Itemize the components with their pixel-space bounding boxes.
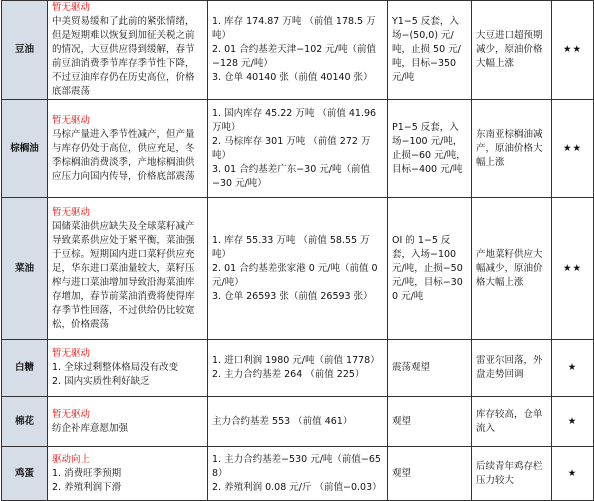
- data-line: 主力合约基差 553 （前值 461）: [212, 415, 353, 427]
- rating-stars: ★: [552, 447, 594, 501]
- data-cell: [208, 397, 388, 447]
- data-line: 3. 仓单 26593 张（前值 26593 张）: [212, 290, 373, 302]
- rating-stars: ★: [552, 340, 594, 397]
- risk-cell: 库存较高，仓单流入: [472, 397, 552, 447]
- table-row: [2, 397, 594, 447]
- risk-cell: 产地菜籽供应大幅减少，原油价格大幅上涨: [472, 198, 552, 340]
- driver-cell: [48, 447, 208, 501]
- table-row: [2, 100, 594, 198]
- strategy-cell: OI 的 1−5 反套，入场−100 元/吨，止损−50 元/吨，目标−300 元/吨: [388, 198, 472, 340]
- data-line: 3. 仓单 40140 张（前值 40140 张）: [212, 72, 373, 83]
- risk-cell: 后续青年鸡存栏压力较大: [472, 447, 552, 501]
- strategy-cell: 震荡观望: [388, 340, 472, 397]
- table-row: [2, 447, 594, 501]
- rating-stars: ★★: [552, 1, 594, 100]
- data-line: 2. 马棕库存 301 万吨 （前值 272 万吨）: [212, 135, 371, 161]
- driver-text: 国储菜油供应缺失及全球菜籽减产导致菜系供应处于紧平衡，菜油强于豆棕。短期国内进口菜籽供应充足，华东进口菜油量较大，菜籽压榨与进口菜油增加导致沿海菜油库存增加，春节前菜油消费将使得库存季节性回落，不过供给仍比较宽松，价格震荡: [52, 220, 195, 330]
- driver-text: 马棕产量进入季节性减产，但产量与库存仍处于高位，供应充足，冬季棕榈油消费淡季，产地棕榈油供应压力向国内传导，价格底部震荡: [52, 128, 195, 182]
- commodity-name: 豆油: [2, 1, 48, 100]
- data-cell: [208, 1, 388, 100]
- driver-text: 纺企补库意愿加强: [52, 422, 129, 434]
- data-line: 1. 库存 55.33 万吨 （前值 58.55 万吨）: [212, 234, 370, 260]
- strategy-cell: P1−5 反套，入场−100 元/吨，止损−60 元/吨，目标−400 元/吨: [388, 100, 472, 198]
- data-cell: [208, 198, 388, 340]
- commodity-name: 鸡蛋: [2, 447, 48, 501]
- risk-cell: 东南亚棕榈油减产，原油价格大幅上涨: [472, 100, 552, 198]
- data-line: 2. 01 合约基差张家港 0 元/吨（前值 0 元/吨）: [212, 262, 378, 288]
- driver-tag: 暂无驱动: [52, 206, 91, 218]
- driver-text: 2. 养殖利润下滑: [52, 481, 122, 493]
- driver-tag: 暂无驱动: [52, 2, 91, 13]
- driver-cell: [48, 100, 208, 198]
- table-row: [2, 198, 594, 340]
- data-line: 1. 库存 174.87 万吨 （前值 178.5 万吨）: [212, 16, 376, 41]
- driver-text: 中美贸易缓和了此前的紧张情绪，但是短期难以恢复到加征关税之前的情况，大豆供应得到缓解，春节前豆油消费季节库存季节性下降，不过豆油库存仍在历史高位，价格底部震荡: [52, 16, 195, 97]
- data-line: 1. 进口利润 1980 元/吨（前值 1778）: [212, 355, 380, 366]
- data-line: 2. 01 合约基差天津−102 元/吨（前值−128 元/吨）: [212, 44, 377, 69]
- data-cell: [208, 100, 388, 198]
- commodity-name: 棕榈油: [2, 100, 48, 198]
- commodity-name: 菜油: [2, 198, 48, 340]
- risk-cell: 大豆进口超预期减少，原油价格大幅上涨: [472, 1, 552, 100]
- driver-tag: 暂无驱动: [52, 114, 91, 126]
- risk-cell: 雷亚尔回落，外盘走势回调: [472, 340, 552, 397]
- rating-stars: ★★: [552, 100, 594, 198]
- commodity-name: 棉花: [2, 397, 48, 447]
- data-cell: [208, 340, 388, 397]
- driver-cell: [48, 340, 208, 397]
- data-line: 2. 主力合约基差 264 （前值 225）: [212, 369, 365, 380]
- strategy-cell: 观望: [388, 397, 472, 447]
- commodity-table: [1, 0, 594, 501]
- driver-text: 1. 消费旺季预期: [52, 467, 122, 479]
- driver-text: 2. 国内实质性利好缺乏: [52, 376, 150, 387]
- driver-tag: 暂无驱动: [52, 348, 91, 359]
- strategy-cell: Y1−5 反套，入场−(50,0) 元/吨，止损 50 元/吨，目标−350 元/吨: [388, 1, 472, 100]
- driver-cell: [48, 1, 208, 100]
- strategy-cell: 观望: [388, 447, 472, 501]
- driver-cell: [48, 397, 208, 447]
- driver-cell: [48, 198, 208, 340]
- driver-tag: 驱动向上: [52, 453, 91, 465]
- driver-tag: 暂无驱动: [52, 408, 91, 420]
- commodity-name: 白糖: [2, 340, 48, 397]
- data-line: 1. 主力合约基差−530 元/吨（前值−658）: [212, 453, 381, 479]
- data-line: 3. 01 合约基差广东−30 元/吨（前值−30 元/吨）: [212, 163, 370, 189]
- data-line: 2. 养殖利润 0.08 元/斤 （前值−0.03）: [212, 481, 382, 493]
- data-cell: [208, 447, 388, 501]
- data-line: 1. 国内库存 45.22 万吨 （前值 41.96 万吨）: [212, 107, 377, 133]
- driver-text: 1. 全球过剩整体格局没有改变: [52, 362, 179, 373]
- table-row: [2, 1, 594, 100]
- rating-stars: ★★: [552, 198, 594, 340]
- rating-stars: ★: [552, 397, 594, 447]
- table-row: [2, 340, 594, 397]
